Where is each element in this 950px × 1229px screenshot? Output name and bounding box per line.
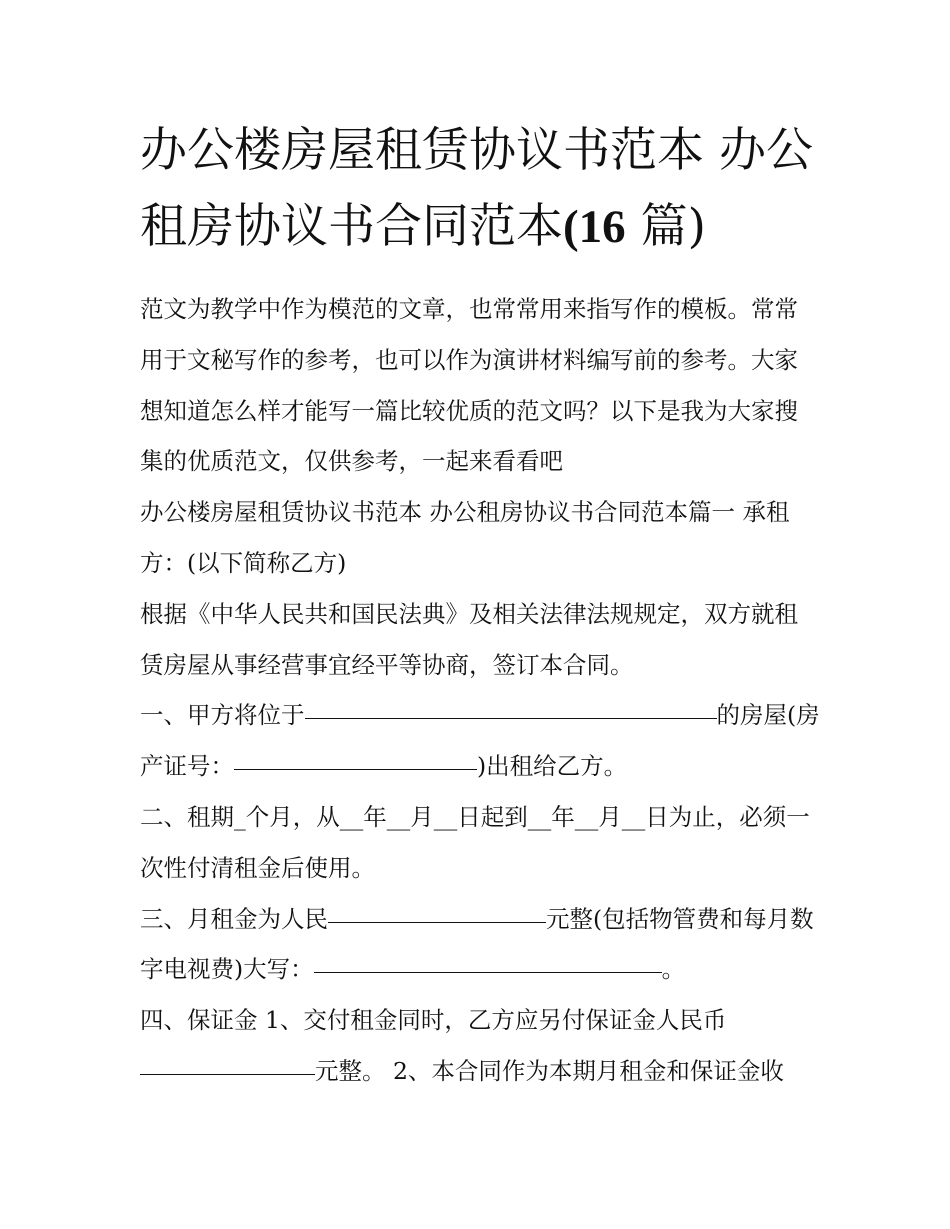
document-title [140,113,820,265]
clause-4-paragraph [140,995,820,1097]
document-body [140,284,820,1097]
clause-3-text-c: 。 [661,955,686,984]
clause-4-text-a: 四、保证金 1、交付租金同时，乙方应另付保证金人民币 [140,1006,727,1035]
clause-1-paragraph [140,690,820,792]
clause-1-text-c: )出租给乙方。 [477,752,628,781]
section-heading-paragraph: 办公楼房屋租赁协议书范本 办公租房协议书合同范本篇一 承租方：(以下简称乙方) [140,498,790,577]
clause-2-paragraph: 二、租期_个月，从__年__月__日起到__年__月__日为止，必须一次性付清租金后使用。 [140,802,810,882]
monthly-rent-blank [328,898,546,923]
title-count: (16 [563,201,626,253]
clause-3-paragraph [140,894,820,996]
property-location-blank [305,694,717,719]
rent-capitalized-blank [314,948,662,973]
clause-3-text-a: 三、月租金为人民 [140,904,328,933]
clause-1-text-b: 的房屋(房产证号： [140,701,820,781]
clause-4-text-b: 元整。 2、本合同作为本期月租金和保证金收 [315,1056,784,1085]
title-text: 办公楼房屋租赁协议书范本 办公租房协议书合同范本 [140,123,813,254]
clause-3-text-b: 元整(包括物管费和每月数字电视费)大写： [140,904,814,984]
basis-paragraph: 根据《中华人民共和国民法典》及相关法律法规规定，双方就租赁房屋从事经营事宜经平等协商，签订本合同。 [140,599,798,679]
property-certificate-blank [234,745,477,770]
deposit-amount-blank [140,1050,315,1075]
intro-paragraph: 范文为教学中作为模范的文章，也常常用来指写作的模板。常常用于文秘写作的参考，也可以作为演讲材料编写前的参考。大家想知道怎么样才能写一篇比较优质的范文吗？以下是我为大家搜集的优质范文，仅供参考，一起来看看吧 [140,295,798,476]
clause-1-text-a: 一、甲方将位于 [140,701,305,730]
document-content [140,113,820,1097]
title-suffix: 篇) [625,199,706,254]
